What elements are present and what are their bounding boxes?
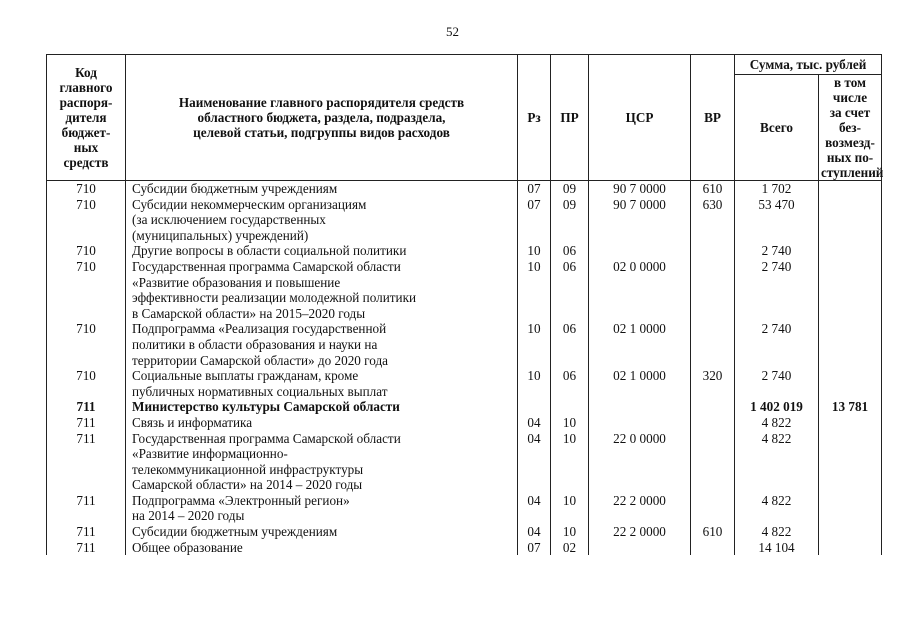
budget-table bbox=[46, 54, 882, 555]
cell-code: 711 bbox=[47, 540, 126, 556]
header-pr: ПР bbox=[551, 55, 589, 181]
cell-csr: 02 1 0000 bbox=[589, 321, 691, 368]
cell-total: 53 470 bbox=[735, 197, 819, 244]
cell-total: 4 822 bbox=[735, 493, 819, 524]
cell-name: Подпрограмма «Электронный регион» на 2014 – 2020 годы bbox=[126, 493, 518, 524]
cell-rz: 04 bbox=[518, 415, 551, 431]
table-row bbox=[47, 368, 882, 399]
cell-code: 711 bbox=[47, 493, 126, 524]
cell-name: Субсидии бюджетным учреждениям bbox=[126, 524, 518, 540]
cell-total: 1 702 bbox=[735, 181, 819, 197]
table-row bbox=[47, 181, 882, 197]
cell-free: 13 781 bbox=[819, 399, 882, 415]
cell-pr: 10 bbox=[551, 431, 589, 493]
table-header bbox=[47, 55, 882, 181]
header-csr: ЦСР bbox=[589, 55, 691, 181]
cell-rz: 10 bbox=[518, 368, 551, 399]
cell-rz bbox=[518, 399, 551, 415]
cell-rz: 04 bbox=[518, 431, 551, 493]
cell-free bbox=[819, 243, 882, 259]
cell-total: 4 822 bbox=[735, 415, 819, 431]
cell-pr: 06 bbox=[551, 259, 589, 321]
cell-code: 711 bbox=[47, 524, 126, 540]
cell-csr: 22 2 0000 bbox=[589, 493, 691, 524]
cell-free bbox=[819, 181, 882, 197]
cell-vr: 320 bbox=[691, 368, 735, 399]
header-code-text: Код главного распоря- дителя бюджет- ных средств bbox=[59, 65, 113, 170]
table-body bbox=[47, 181, 882, 556]
table-row bbox=[47, 524, 882, 540]
cell-rz: 07 bbox=[518, 181, 551, 197]
table-row bbox=[47, 243, 882, 259]
cell-code: 710 bbox=[47, 243, 126, 259]
table-row bbox=[47, 415, 882, 431]
cell-rz: 10 bbox=[518, 243, 551, 259]
table-row bbox=[47, 431, 882, 493]
cell-pr: 06 bbox=[551, 321, 589, 368]
cell-pr: 10 bbox=[551, 524, 589, 540]
cell-free bbox=[819, 415, 882, 431]
cell-free bbox=[819, 259, 882, 321]
table-row bbox=[47, 321, 882, 368]
header-free bbox=[819, 75, 882, 181]
cell-code: 710 bbox=[47, 259, 126, 321]
cell-pr: 10 bbox=[551, 415, 589, 431]
cell-vr bbox=[691, 431, 735, 493]
cell-pr: 10 bbox=[551, 493, 589, 524]
cell-name: Другие вопросы в области социальной политики bbox=[126, 243, 518, 259]
cell-pr: 09 bbox=[551, 181, 589, 197]
cell-code: 711 bbox=[47, 415, 126, 431]
cell-vr bbox=[691, 243, 735, 259]
cell-pr: 02 bbox=[551, 540, 589, 556]
cell-pr: 09 bbox=[551, 197, 589, 244]
cell-vr bbox=[691, 259, 735, 321]
cell-total: 2 740 bbox=[735, 259, 819, 321]
cell-csr: 02 0 0000 bbox=[589, 259, 691, 321]
cell-name: Подпрограмма «Реализация государственной политики в области образования и науки на территории Самарской области» до 2020 года bbox=[126, 321, 518, 368]
cell-rz: 10 bbox=[518, 321, 551, 368]
header-name bbox=[126, 55, 518, 181]
cell-name: Субсидии некоммерческим организациям (за исключением государственных (муниципальных) учреждений) bbox=[126, 197, 518, 244]
cell-free bbox=[819, 524, 882, 540]
cell-vr bbox=[691, 321, 735, 368]
cell-total: 14 104 bbox=[735, 540, 819, 556]
header-code bbox=[47, 55, 126, 181]
cell-free bbox=[819, 540, 882, 556]
cell-name: Социальные выплаты гражданам, кроме публичных нормативных социальных выплат bbox=[126, 368, 518, 399]
cell-vr bbox=[691, 493, 735, 524]
cell-code: 710 bbox=[47, 368, 126, 399]
cell-total: 2 740 bbox=[735, 368, 819, 399]
cell-csr: 22 0 0000 bbox=[589, 431, 691, 493]
cell-pr bbox=[551, 399, 589, 415]
cell-code: 711 bbox=[47, 399, 126, 415]
cell-code: 710 bbox=[47, 197, 126, 244]
cell-total: 1 402 019 bbox=[735, 399, 819, 415]
table-row bbox=[47, 493, 882, 524]
cell-free bbox=[819, 197, 882, 244]
cell-free bbox=[819, 321, 882, 368]
cell-vr: 610 bbox=[691, 181, 735, 197]
cell-vr bbox=[691, 399, 735, 415]
cell-pr: 06 bbox=[551, 368, 589, 399]
cell-csr bbox=[589, 415, 691, 431]
table-row bbox=[47, 197, 882, 244]
cell-csr bbox=[589, 540, 691, 556]
cell-csr: 22 2 0000 bbox=[589, 524, 691, 540]
cell-name: Государственная программа Самарской области «Развитие образования и повышение эффективности реализации молодежной политики в Самарской области» на 2015–2020 годы bbox=[126, 259, 518, 321]
header-total: Всего bbox=[735, 75, 819, 181]
cell-vr: 610 bbox=[691, 524, 735, 540]
cell-rz: 04 bbox=[518, 524, 551, 540]
cell-name: Связь и информатика bbox=[126, 415, 518, 431]
cell-total: 2 740 bbox=[735, 321, 819, 368]
cell-vr: 630 bbox=[691, 197, 735, 244]
cell-pr: 06 bbox=[551, 243, 589, 259]
cell-vr bbox=[691, 415, 735, 431]
cell-csr bbox=[589, 399, 691, 415]
table-row bbox=[47, 540, 882, 556]
cell-code: 711 bbox=[47, 431, 126, 493]
cell-total: 4 822 bbox=[735, 431, 819, 493]
cell-csr: 90 7 0000 bbox=[589, 197, 691, 244]
cell-rz: 07 bbox=[518, 540, 551, 556]
cell-code: 710 bbox=[47, 181, 126, 197]
header-free-text: в том числе за счет без- возмезд- ных по- ступлений bbox=[821, 75, 884, 180]
cell-total: 4 822 bbox=[735, 524, 819, 540]
header-sum-group: Сумма, тыс. рублей bbox=[735, 55, 882, 75]
cell-csr bbox=[589, 243, 691, 259]
table-row bbox=[47, 399, 882, 415]
table-row bbox=[47, 259, 882, 321]
cell-name: Субсидии бюджетным учреждениям bbox=[126, 181, 518, 197]
cell-name: Государственная программа Самарской области «Развитие информационно- телекоммуникационной инфраструктуры Самарской области» на 2014 – 2020 годы bbox=[126, 431, 518, 493]
cell-code: 710 bbox=[47, 321, 126, 368]
cell-free bbox=[819, 493, 882, 524]
cell-name: Общее образование bbox=[126, 540, 518, 556]
page-number: 52 bbox=[446, 24, 459, 39]
cell-csr: 02 1 0000 bbox=[589, 368, 691, 399]
cell-rz: 07 bbox=[518, 197, 551, 244]
cell-csr: 90 7 0000 bbox=[589, 181, 691, 197]
header-rz: Рз bbox=[518, 55, 551, 181]
cell-name: Министерство культуры Самарской области bbox=[126, 399, 518, 415]
header-name-text: Наименование главного распорядителя средств областного бюджета, раздела, подраздела, целевой статьи, подгруппы видов расходов bbox=[178, 95, 465, 140]
cell-rz: 10 bbox=[518, 259, 551, 321]
cell-rz: 04 bbox=[518, 493, 551, 524]
cell-free bbox=[819, 431, 882, 493]
cell-total: 2 740 bbox=[735, 243, 819, 259]
header-vr: ВР bbox=[691, 55, 735, 181]
cell-vr bbox=[691, 540, 735, 556]
cell-free bbox=[819, 368, 882, 399]
